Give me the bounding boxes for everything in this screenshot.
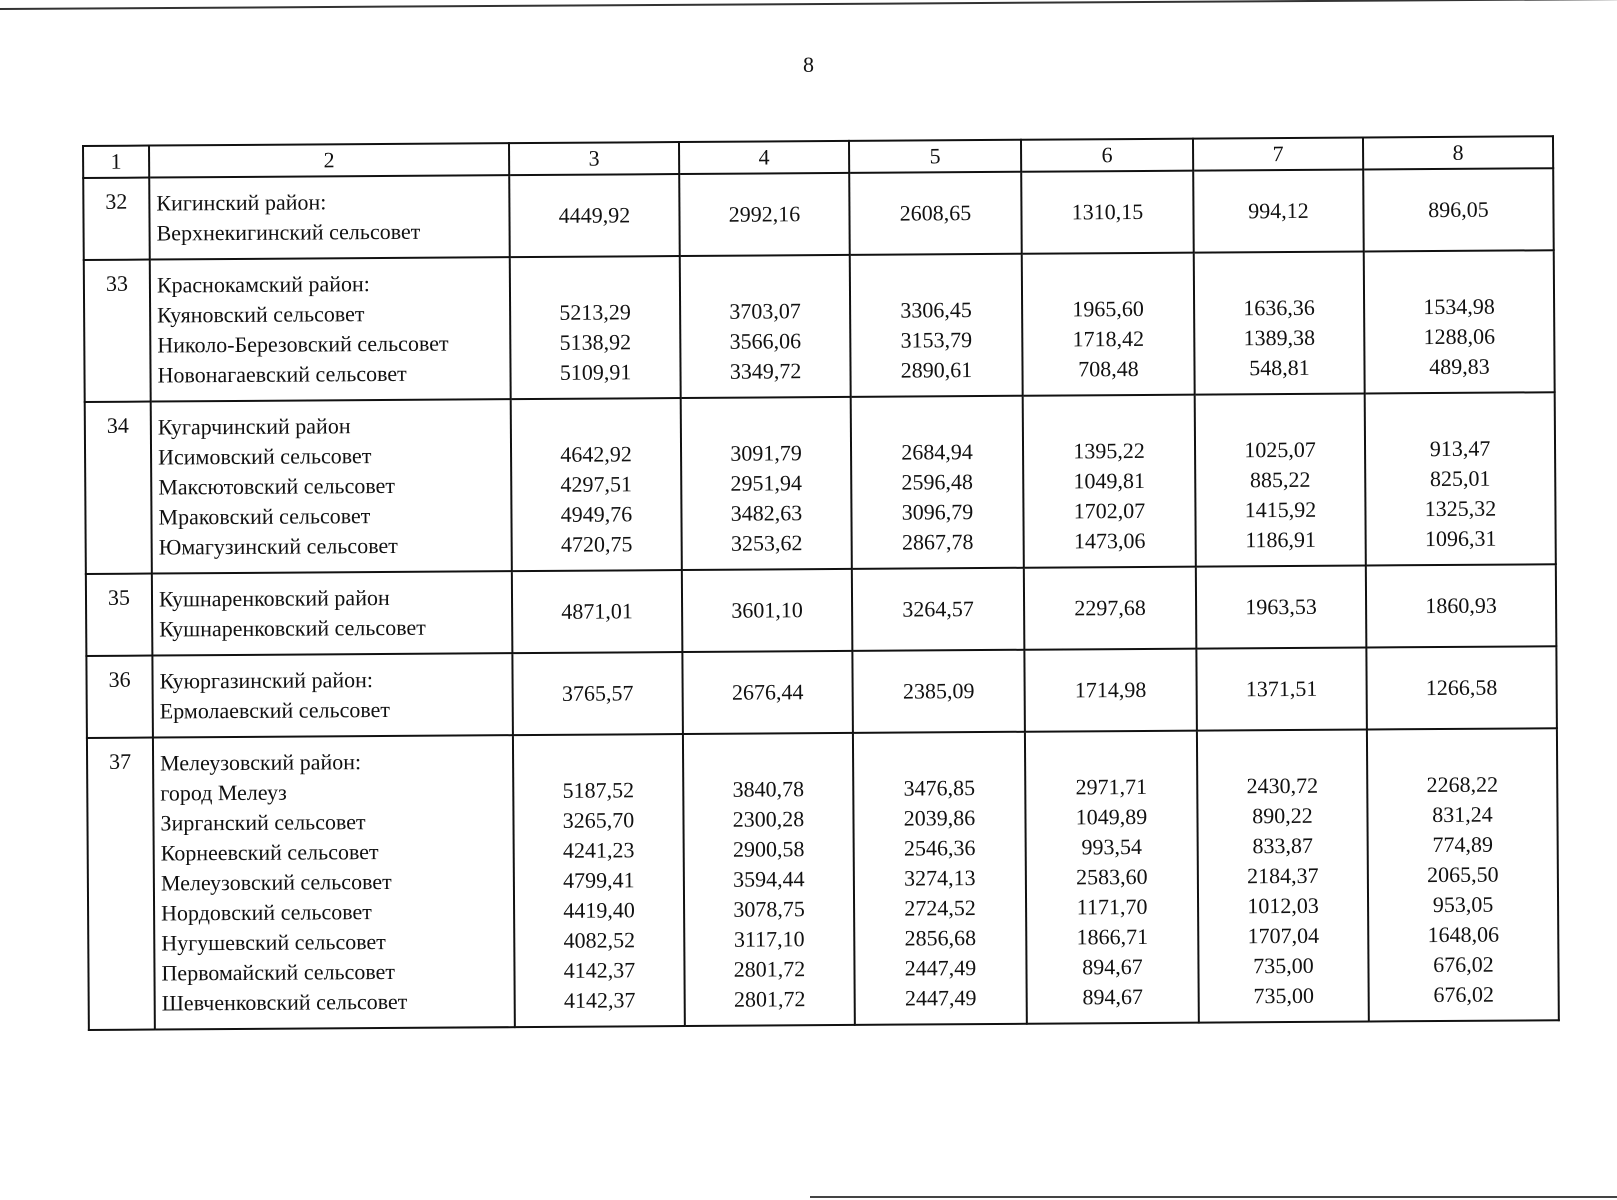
value-cell: 1473,06 [1073,527,1146,554]
value-column-3 [512,570,683,653]
value-cell: 3601,10 [731,597,803,623]
value-column-6 [1023,395,1196,568]
value-column-7 [1194,252,1365,395]
settlement-name: Максютовский сельсовет [158,472,396,500]
row-number: 32 [83,178,150,260]
value-cell: 708,48 [1078,355,1139,382]
value-cell: 3264,57 [902,596,974,622]
value-column-6 [1022,253,1195,396]
value-cell: 2546,36 [903,835,976,861]
value-cell: 3840,78 [732,776,805,802]
value-cell: 2065,50 [1427,861,1499,888]
value-cell: 894,67 [1082,953,1143,980]
value-cell: 894,67 [1082,983,1144,1010]
header-cell: 4 [679,141,849,174]
district-cell [150,257,511,401]
value-cell: 2608,65 [899,200,972,226]
value-cell: 3091,79 [730,440,802,466]
district-name: Кушнаренковский район [158,584,390,612]
value-cell: 489,83 [1429,353,1490,380]
value-cell: 4799,41 [563,867,635,893]
value-cell: 4419,40 [563,897,635,923]
value-column-6 [1025,731,1199,1024]
value-cell: 1963,53 [1245,593,1317,620]
value-column-6 [1024,567,1197,650]
value-cell: 3703,07 [729,298,801,324]
value-cell: 3349,72 [729,358,802,384]
value-cell: 885,22 [1249,466,1311,493]
value-cell: 3566,06 [729,328,802,354]
value-cell: 2801,72 [733,956,806,982]
scan-edge-line-top [0,0,1617,10]
district-cell [153,735,515,1029]
value-column-5 [851,396,1024,569]
value-cell: 1371,51 [1245,675,1318,702]
page-number: 8 [803,52,814,77]
value-cell: 3274,13 [904,865,976,891]
table-row [86,564,1557,656]
value-column-4 [682,651,853,734]
district-cell [149,175,510,259]
value-cell: 3117,10 [733,926,805,952]
value-column-5 [849,172,1022,255]
value-cell: 3482,63 [730,500,803,526]
settlement-name: Шевченковский сельсовет [161,988,408,1016]
value-column-5 [850,254,1023,397]
value-cell: 2724,52 [904,895,976,921]
value-cell: 3765,57 [561,680,634,706]
value-column-5 [852,650,1025,733]
value-column-8 [1365,392,1556,565]
value-column-7 [1196,565,1367,648]
settlement-name: Нугушевский сельсовет [161,929,386,956]
value-cell: 2676,44 [731,679,804,705]
value-column-8 [1363,168,1554,251]
value-cell: 2039,86 [903,805,976,831]
value-cell: 1636,36 [1243,294,1315,321]
table-row [83,168,1554,260]
row-number: 37 [87,738,155,1030]
settlement-name: Кушнаренковский сельсовет [159,614,426,642]
value-cell: 4082,52 [563,927,636,953]
value-cell: 3096,79 [901,499,974,525]
value-cell: 825,01 [1429,465,1491,492]
value-column-7 [1193,170,1364,253]
value-column-3 [509,174,680,257]
value-column-4 [682,569,853,652]
value-cell: 5109,91 [559,359,632,385]
value-cell: 2300,28 [732,806,805,832]
value-cell: 1310,15 [1071,198,1144,225]
header-cell: 6 [1021,139,1193,172]
settlement-name: Ермолаевский сельсовет [159,696,391,724]
value-cell: 3476,85 [903,775,976,801]
value-column-3 [513,734,685,1027]
value-cell: 896,05 [1428,196,1489,223]
value-column-8 [1366,564,1557,647]
value-cell: 4142,37 [563,987,636,1013]
value-cell: 2971,71 [1075,773,1148,800]
value-column-4 [681,397,852,570]
value-cell: 2583,60 [1076,863,1148,890]
district-name: Кигинский район: [156,189,327,216]
settlement-name: Корнеевский сельсовет [160,839,379,866]
value-cell: 2447,49 [904,985,977,1011]
value-cell: 953,05 [1432,891,1494,918]
settlement-name: Мраковский сельсовет [158,503,371,530]
row-number: 36 [86,656,153,738]
value-column-4 [680,255,851,398]
settlement-name: Зирганский сельсовет [160,809,366,836]
value-cell: 2992,16 [728,201,801,227]
value-cell: 3265,70 [562,807,635,833]
value-cell: 3594,44 [733,866,805,892]
value-column-7 [1195,393,1366,566]
value-cell: 3078,75 [733,896,805,922]
value-cell: 831,24 [1432,801,1493,828]
value-column-7 [1196,647,1367,730]
value-cell: 735,00 [1253,952,1314,979]
value-cell: 2447,49 [904,955,977,981]
value-cell: 5213,29 [559,299,631,325]
header-cell: 2 [149,143,509,177]
value-cell: 735,00 [1253,982,1314,1009]
value-cell: 4871,01 [561,598,633,624]
value-cell: 1860,93 [1425,592,1497,619]
value-cell: 3253,62 [730,530,803,556]
settlement-name: Мелеузовский сельсовет [160,868,392,896]
value-cell: 4642,92 [560,441,632,467]
value-cell: 2801,72 [733,986,806,1012]
value-cell: 1049,81 [1073,467,1146,494]
value-column-6 [1024,649,1197,732]
value-cell: 3153,79 [900,327,973,353]
district-name: Кугарчинский район [157,413,351,440]
settlement-name: Новонагаевский сельсовет [157,360,407,388]
value-cell: 1266,58 [1425,674,1498,701]
header-cell: 1 [83,146,149,178]
value-cell: 676,02 [1433,981,1494,1008]
value-cell: 1415,92 [1244,496,1317,523]
value-column-6 [1021,171,1194,254]
table-row [84,250,1555,402]
value-cell: 890,22 [1252,802,1313,829]
value-cell: 1171,70 [1076,893,1148,920]
header-cell: 7 [1193,138,1363,171]
value-cell: 4297,51 [560,471,633,497]
header-cell: 3 [509,142,679,175]
value-cell: 1707,04 [1247,922,1320,949]
value-column-3 [512,652,683,735]
value-cell: 994,12 [1248,197,1309,224]
value-column-3 [510,256,681,399]
value-column-4 [679,173,850,256]
row-number: 35 [86,574,153,656]
settlement-name: Куяновский сельсовет [157,301,365,328]
value-column-4 [683,733,855,1026]
value-cell: 1534,98 [1423,293,1495,320]
value-cell: 1288,06 [1423,323,1496,350]
value-cell: 1049,89 [1075,803,1148,830]
value-cell: 1718,42 [1072,325,1145,352]
district-cell [152,571,513,655]
value-cell: 4949,76 [560,501,633,527]
value-cell: 833,87 [1252,832,1314,859]
district-cell [152,653,513,737]
district-name: Куюргазинский район: [159,667,374,694]
value-cell: 5187,52 [562,777,635,803]
value-cell: 1186,91 [1245,526,1317,553]
table-container [82,135,1558,1031]
value-cell: 2268,22 [1426,771,1499,798]
value-cell: 4142,37 [563,957,636,983]
value-cell: 4449,92 [558,202,631,228]
value-cell: 1395,22 [1073,437,1145,464]
value-column-3 [511,398,682,571]
table-body [83,136,1559,1030]
value-cell: 2385,09 [902,678,975,704]
value-cell: 1714,98 [1074,676,1147,703]
value-cell: 1389,38 [1243,324,1316,351]
value-cell: 548,81 [1249,354,1310,381]
value-cell: 2867,78 [901,529,974,555]
value-cell: 1702,07 [1073,497,1146,524]
value-cell: 2430,72 [1246,772,1319,799]
table-row [87,728,1559,1030]
value-cell: 5138,92 [559,329,632,355]
value-cell: 1012,03 [1247,892,1319,919]
value-cell: 2890,61 [900,357,973,383]
value-column-8 [1366,646,1557,729]
value-cell: 2297,68 [1074,594,1146,621]
value-cell: 1866,71 [1076,923,1149,950]
value-cell: 3306,45 [900,297,972,323]
settlement-name: город Мелеуз [160,779,287,806]
settlement-name: Николо-Березовский сельсовет [157,330,449,358]
settlement-name: Юмагузинский сельсовет [158,532,398,560]
value-column-5 [852,568,1025,651]
value-cell: 2596,48 [901,469,974,495]
settlement-name: Исимовский сельсовет [157,443,372,470]
value-column-8 [1364,250,1555,393]
value-cell: 4241,23 [562,837,635,863]
value-cell: 2184,37 [1247,862,1319,889]
value-cell: 1648,06 [1427,921,1500,948]
value-column-7 [1197,729,1369,1022]
value-cell: 2900,58 [732,836,805,862]
header-cell: 5 [849,140,1021,173]
value-column-5 [853,732,1027,1025]
district-name: Мелеузовский район: [160,749,362,776]
value-cell: 1325,32 [1424,495,1497,522]
settlement-name: Первомайский сельсовет [161,958,396,986]
value-cell: 913,47 [1429,435,1491,462]
value-cell: 993,54 [1081,833,1143,860]
value-cell: 1025,07 [1244,436,1316,463]
value-column-8 [1367,728,1559,1021]
value-cell: 2684,94 [901,439,973,465]
row-number: 33 [84,260,151,402]
value-cell: 1096,31 [1424,525,1497,552]
table-row [86,646,1557,738]
value-cell: 1965,60 [1072,295,1144,322]
value-cell: 2856,68 [904,925,977,951]
district-name: Краснокамский район: [156,271,370,298]
scan-edge-line-bottom [810,1196,1617,1198]
header-cell: 8 [1363,136,1553,169]
value-cell: 4720,75 [560,531,633,557]
data-table [82,135,1560,1031]
settlement-name: Нордовский сельсовет [161,899,372,926]
district-cell [151,399,512,573]
settlement-name: Верхнекигинский сельсовет [156,218,421,246]
value-cell: 676,02 [1433,951,1494,978]
table-row [85,392,1556,574]
value-cell: 2951,94 [730,470,803,496]
row-number: 34 [85,402,152,574]
value-cell: 774,89 [1432,831,1494,858]
